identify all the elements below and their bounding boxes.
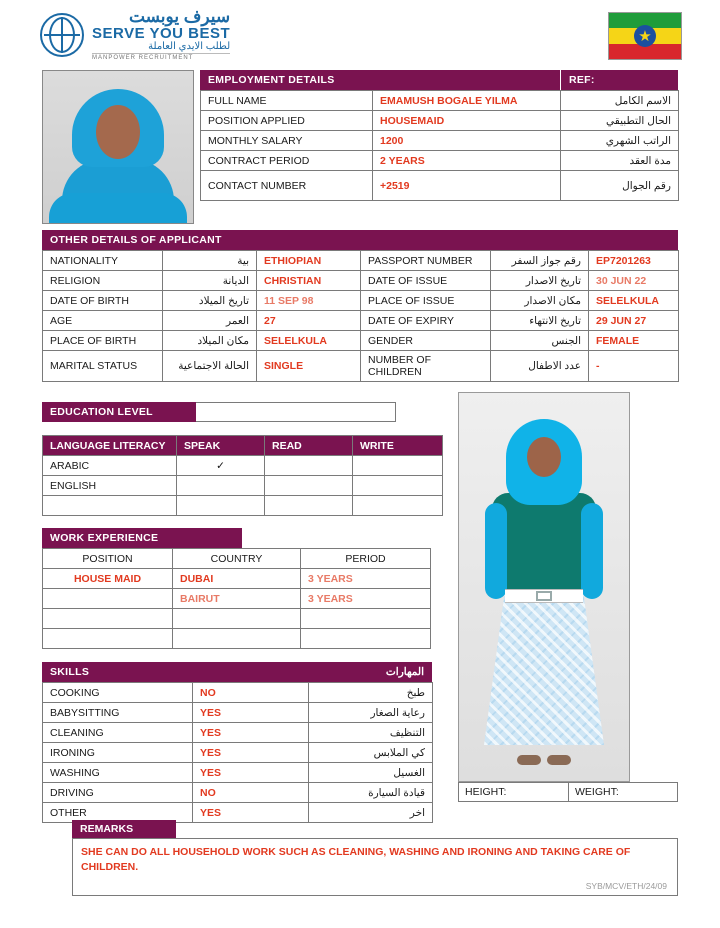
skills-title-bar bbox=[42, 662, 432, 682]
remarks-text: SHE CAN DO ALL HOUSEHOLD WORK SUCH AS CLEANING, WASHING AND IRONING AND TAKING CARE OF CHILDREN. bbox=[81, 846, 631, 874]
other-label-5: MARITAL STATUS bbox=[43, 351, 163, 382]
language-speak-0[interactable]: ✓ bbox=[177, 456, 265, 476]
work-experience-title: WORK EXPERIENCE bbox=[42, 528, 242, 548]
table-row bbox=[201, 91, 679, 111]
other-label2-3: DATE OF EXPIRY bbox=[361, 311, 491, 331]
table-row bbox=[43, 271, 679, 291]
other-value-3: 27 bbox=[257, 311, 361, 331]
logo-arabic-subtitle: لطلب الايدي العاملة bbox=[148, 40, 231, 52]
language-header-2: READ bbox=[265, 436, 353, 456]
language-speak-1[interactable] bbox=[177, 476, 265, 496]
other-label-3: AGE bbox=[43, 311, 163, 331]
skill-arabic-0: طبخ bbox=[309, 683, 433, 703]
employment-label-2: MONTHLY SALARY bbox=[201, 131, 373, 151]
employment-label-3: CONTRACT PERIOD bbox=[201, 151, 373, 171]
employment-label-4: CONTACT NUMBER bbox=[201, 171, 373, 201]
other-details-title: OTHER DETAILS OF APPLICANT bbox=[42, 230, 678, 250]
skills-title-arabic: المهارات bbox=[385, 666, 424, 678]
other-value2-5: - bbox=[589, 351, 679, 382]
employment-value-0: EMAMUSH BOGALE YILMA bbox=[373, 91, 561, 111]
table-row bbox=[43, 291, 679, 311]
language-write-1[interactable] bbox=[353, 476, 443, 496]
other-value-1: CHRISTIAN bbox=[257, 271, 361, 291]
education-section bbox=[42, 402, 442, 422]
logo-english-title: SERVE YOU BEST bbox=[92, 24, 231, 42]
other-label2-1: DATE OF ISSUE bbox=[361, 271, 491, 291]
weight-label: WEIGHT: bbox=[568, 782, 678, 802]
table-row bbox=[43, 496, 443, 516]
table-row bbox=[43, 251, 679, 271]
skill-name-5: DRIVING bbox=[43, 783, 193, 803]
employment-ref-label: REF: bbox=[560, 70, 678, 90]
skill-name-0: COOKING bbox=[43, 683, 193, 703]
language-header-1: SPEAK bbox=[177, 436, 265, 456]
language-read-2[interactable] bbox=[265, 496, 353, 516]
skill-value-4: YES bbox=[193, 763, 309, 783]
other-value2-2: SELELKULA bbox=[589, 291, 679, 311]
skill-value-3: YES bbox=[193, 743, 309, 763]
table-row bbox=[43, 351, 679, 382]
other-value-4: SELELKULA bbox=[257, 331, 361, 351]
other-label2-0: PASSPORT NUMBER bbox=[361, 251, 491, 271]
work-country-2 bbox=[173, 609, 301, 629]
work-experience-section bbox=[42, 528, 430, 649]
language-write-2[interactable] bbox=[353, 496, 443, 516]
employment-arabic-4: رقم الجوال bbox=[561, 171, 679, 201]
employment-details-section bbox=[200, 70, 678, 201]
skills-section bbox=[42, 662, 432, 823]
work-position-2 bbox=[43, 609, 173, 629]
language-read-0[interactable] bbox=[265, 456, 353, 476]
flag-star: ★ bbox=[634, 25, 656, 47]
other-arabic2-1: تاريخ الاصدار bbox=[491, 271, 589, 291]
other-arabic2-4: الجنس bbox=[491, 331, 589, 351]
table-row bbox=[43, 683, 433, 703]
work-experience-table bbox=[42, 548, 431, 649]
language-speak-2[interactable] bbox=[177, 496, 265, 516]
employment-label-0: FULL NAME bbox=[201, 91, 373, 111]
applicant-full-body-photo bbox=[458, 392, 630, 782]
work-period-2 bbox=[301, 609, 431, 629]
employment-label-1: POSITION APPLIED bbox=[201, 111, 373, 131]
other-arabic-4: مكان الميلاد bbox=[163, 331, 257, 351]
skill-name-1: BABYSITTING bbox=[43, 703, 193, 723]
other-arabic2-5: عدد الاطفال bbox=[491, 351, 589, 382]
table-row bbox=[201, 131, 679, 151]
work-period-1: 3 YEARS bbox=[301, 589, 431, 609]
other-label2-4: GENDER bbox=[361, 331, 491, 351]
language-read-1[interactable] bbox=[265, 476, 353, 496]
table-row bbox=[43, 703, 433, 723]
other-label2-5: NUMBER OF CHILDREN bbox=[361, 351, 491, 382]
table-row bbox=[43, 609, 431, 629]
remarks-box bbox=[72, 838, 678, 896]
table-row bbox=[43, 783, 433, 803]
employment-table bbox=[200, 90, 679, 201]
language-write-0[interactable] bbox=[353, 456, 443, 476]
work-country-3 bbox=[173, 629, 301, 649]
table-row bbox=[43, 311, 679, 331]
other-details-table bbox=[42, 250, 679, 382]
skill-name-4: WASHING bbox=[43, 763, 193, 783]
skill-arabic-6: اخر bbox=[309, 803, 433, 823]
skill-name-6: OTHER bbox=[43, 803, 193, 823]
other-value2-1: 30 JUN 22 bbox=[589, 271, 679, 291]
work-country-0: DUBAI bbox=[173, 569, 301, 589]
language-header-3: WRITE bbox=[353, 436, 443, 456]
applicant-photo bbox=[42, 70, 194, 224]
table-row bbox=[43, 723, 433, 743]
remarks-title: REMARKS bbox=[72, 820, 176, 838]
employment-arabic-0: الاسم الكامل bbox=[561, 91, 679, 111]
other-value2-3: 29 JUN 27 bbox=[589, 311, 679, 331]
logo-tagline: MANPOWER RECRUITMENT bbox=[92, 53, 230, 61]
table-row bbox=[43, 743, 433, 763]
work-position-0: HOUSE MAID bbox=[43, 569, 173, 589]
skill-arabic-2: التنظيف bbox=[309, 723, 433, 743]
skill-value-6: YES bbox=[193, 803, 309, 823]
employment-arabic-3: مدة العقد bbox=[561, 151, 679, 171]
other-label-4: PLACE OF BIRTH bbox=[43, 331, 163, 351]
other-arabic-3: العمر bbox=[163, 311, 257, 331]
skill-value-0: NO bbox=[193, 683, 309, 703]
other-arabic-1: الديانة bbox=[163, 271, 257, 291]
employment-value-3: 2 YEARS bbox=[373, 151, 561, 171]
skill-arabic-5: قيادة السيارة bbox=[309, 783, 433, 803]
table-row bbox=[201, 171, 679, 201]
skill-arabic-1: رعاية الصغار bbox=[309, 703, 433, 723]
skill-arabic-4: الغسيل bbox=[309, 763, 433, 783]
company-logo bbox=[40, 8, 230, 61]
language-table bbox=[42, 435, 443, 516]
other-value-0: ETHIOPIAN bbox=[257, 251, 361, 271]
work-header-2: PERIOD bbox=[301, 549, 431, 569]
table-header-row bbox=[43, 436, 443, 456]
table-header-row bbox=[43, 549, 431, 569]
skill-arabic-3: كي الملابس bbox=[309, 743, 433, 763]
other-arabic-0: بية bbox=[163, 251, 257, 271]
table-row bbox=[201, 151, 679, 171]
skill-value-1: YES bbox=[193, 703, 309, 723]
table-row bbox=[201, 111, 679, 131]
ethiopia-flag-icon bbox=[608, 12, 682, 60]
language-name-1: ENGLISH bbox=[43, 476, 177, 496]
other-value2-0: EP7201263 bbox=[589, 251, 679, 271]
other-details-section bbox=[42, 230, 678, 382]
document-header bbox=[0, 0, 720, 72]
language-name-0: ARABIC bbox=[43, 456, 177, 476]
skill-name-2: CLEANING bbox=[43, 723, 193, 743]
work-position-1 bbox=[43, 589, 173, 609]
language-name-2 bbox=[43, 496, 177, 516]
table-row bbox=[43, 476, 443, 496]
table-row bbox=[43, 456, 443, 476]
other-label2-2: PLACE OF ISSUE bbox=[361, 291, 491, 311]
employment-arabic-1: الحال التطبيقي bbox=[561, 111, 679, 131]
employment-value-4: +2519 bbox=[373, 171, 561, 201]
other-arabic2-2: مكان الاصدار bbox=[491, 291, 589, 311]
skills-title: SKILLS bbox=[50, 666, 90, 678]
reference-code: SYB/MCV/ETH/24/09 bbox=[585, 881, 667, 891]
other-arabic2-3: تاريخ الانتهاء bbox=[491, 311, 589, 331]
work-header-0: POSITION bbox=[43, 549, 173, 569]
table-row bbox=[43, 331, 679, 351]
work-position-3 bbox=[43, 629, 173, 649]
skills-table bbox=[42, 682, 433, 823]
skill-value-2: YES bbox=[193, 723, 309, 743]
work-country-1: BAIRUT bbox=[173, 589, 301, 609]
other-label-1: RELIGION bbox=[43, 271, 163, 291]
remarks-section bbox=[72, 820, 678, 896]
work-period-3 bbox=[301, 629, 431, 649]
employment-details-title: EMPLOYMENT DETAILS bbox=[200, 70, 560, 90]
other-value-2: 11 SEP 98 bbox=[257, 291, 361, 311]
language-header-0: LANGUAGE LITERACY bbox=[43, 436, 177, 456]
other-arabic2-0: رقم جواز السفر bbox=[491, 251, 589, 271]
table-row bbox=[43, 629, 431, 649]
other-label-0: NATIONALITY bbox=[43, 251, 163, 271]
table-row bbox=[43, 569, 431, 589]
skill-name-3: IRONING bbox=[43, 743, 193, 763]
employment-arabic-2: الراتب الشهري bbox=[561, 131, 679, 151]
work-period-0: 3 YEARS bbox=[301, 569, 431, 589]
logo-arabic-title: سيرف يوبست bbox=[128, 7, 231, 26]
other-value-5: SINGLE bbox=[257, 351, 361, 382]
measurements-row bbox=[458, 782, 678, 802]
skill-value-5: NO bbox=[193, 783, 309, 803]
table-row bbox=[43, 763, 433, 783]
other-arabic-5: الحالة الاجتماعية bbox=[163, 351, 257, 382]
globe-icon bbox=[40, 13, 84, 57]
work-header-1: COUNTRY bbox=[173, 549, 301, 569]
other-arabic-2: تاريخ الميلاد bbox=[163, 291, 257, 311]
height-label: HEIGHT: bbox=[458, 782, 568, 802]
education-title: EDUCATION LEVEL bbox=[42, 402, 196, 422]
other-value2-4: FEMALE bbox=[589, 331, 679, 351]
language-literacy-section bbox=[42, 435, 442, 516]
other-label-2: DATE OF BIRTH bbox=[43, 291, 163, 311]
employment-value-2: 1200 bbox=[373, 131, 561, 151]
employment-value-1: HOUSEMAID bbox=[373, 111, 561, 131]
table-row bbox=[43, 589, 431, 609]
education-value[interactable] bbox=[196, 402, 396, 422]
